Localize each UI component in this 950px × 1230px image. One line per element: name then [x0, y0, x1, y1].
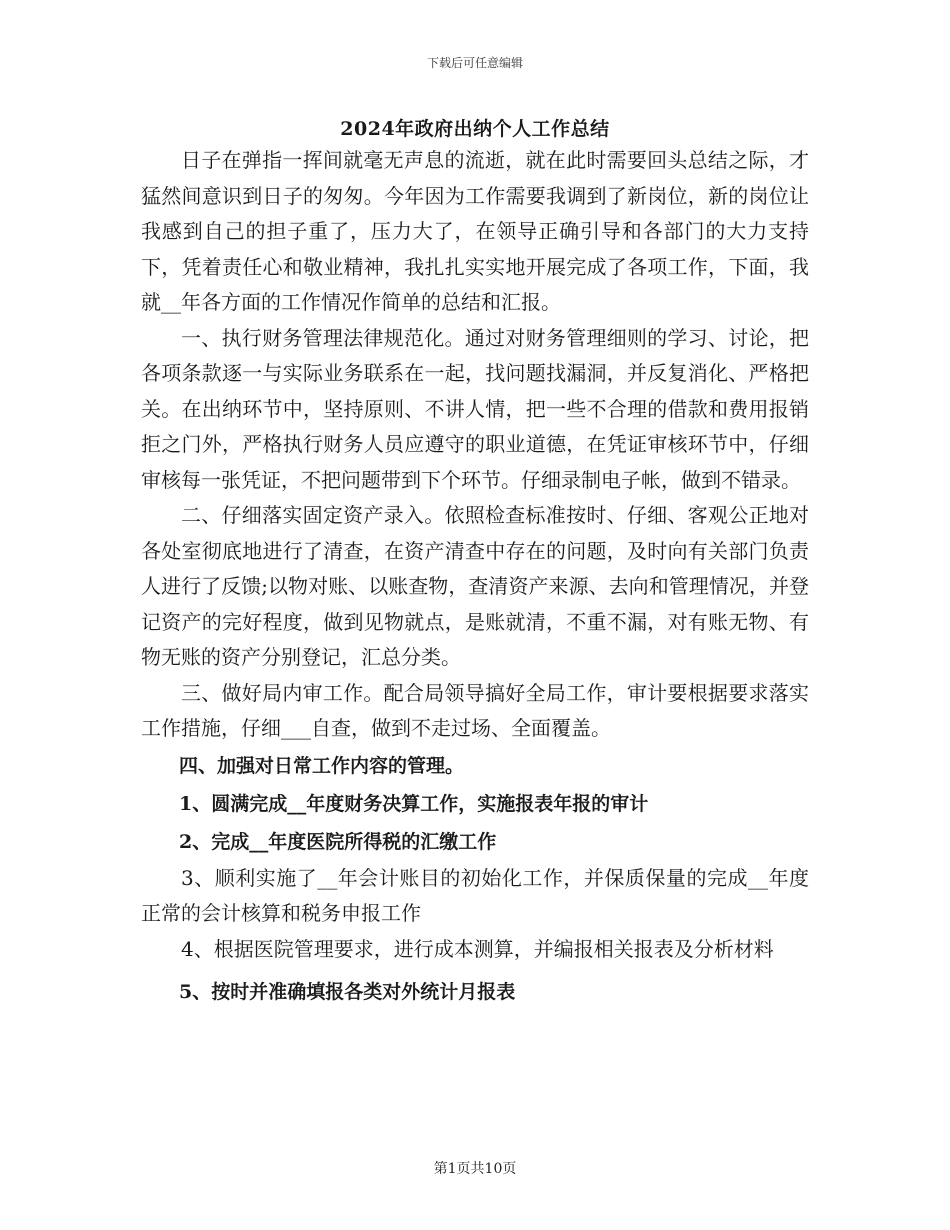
list-item-5: 5、按时并准确填报各类对外统计月报表: [179, 981, 516, 1003]
list-item-1: 1、圆满完成__年度财务决算工作，实施报表年报的审计: [179, 792, 649, 815]
paragraph-section-1: 一、执行财务管理法律规范化。通过对财务管理细则的学习、讨论，把各项条款逐一与实际业务联系在一起，找问题找漏洞，并反复消化、严格把关。在出纳环节中，坚持原则、不讲人情，把一些不合理的借款和费用报销拒之门外，严格执行财务人员应遵守的职业道德，在凭证审核环节中，仔细审核每一张凭证，不把问题带到下个环节。仔细录制电子帐，做到不错录。: [141, 325, 809, 492]
list-item-2: 2、完成__年度医院所得税的汇缴工作: [179, 830, 497, 853]
document-body: [141, 143, 809, 1011]
paragraph-section-4-heading: 四、加强对日常工作内容的管理。: [179, 754, 465, 777]
list-item-3: 3、顺利实施了__年会计账目的初始化工作，并保质保量的完成__年度正常的会计核算和税务申报工作: [141, 865, 809, 925]
paragraph-intro: 日子在弹指一挥间就毫无声息的流逝，就在此时需要回头总结之际，才猛然间意识到日子的匆匆。今年因为工作需要我调到了新岗位，新的岗位让我感到自己的担子重了，压力大了，在领导正确引导和各部门的大力支持下，凭着责任心和敬业精神，我扎扎实实地开展完成了各项工作，下面，我就__年各方面的工作情况作简单的总结和汇报。: [141, 148, 809, 314]
header-note: 下载后可任意编辑: [426, 56, 523, 70]
paragraph-section-2: 二、仔细落实固定资产录入。依照检查标准按时、仔细、客观公正地对各处室彻底地进行了清查，在资产清查中存在的问题，及时向有关部门负责人进行了反馈;以物对账、以账查物，查清资产来源、去向和管理情况，并登记资产的完好程度，做到见物就点，是账就清，不重不漏，对有账无物、有物无账的资产分别登记，汇总分类。: [141, 503, 809, 669]
list-item-4: 4、根据医院管理要求，进行成本测算，并编报相关报表及分析材料: [181, 936, 774, 961]
paragraph-section-3: 三、做好局内审工作。配合局领导搞好全局工作，审计要根据要求落实工作措施，仔细___自查，做到不走过场、全面覆盖。: [141, 680, 809, 740]
page-number-footer: 第1页共10页: [433, 1161, 517, 1177]
document-title: 2024年政府出纳个人工作总结: [340, 118, 610, 140]
